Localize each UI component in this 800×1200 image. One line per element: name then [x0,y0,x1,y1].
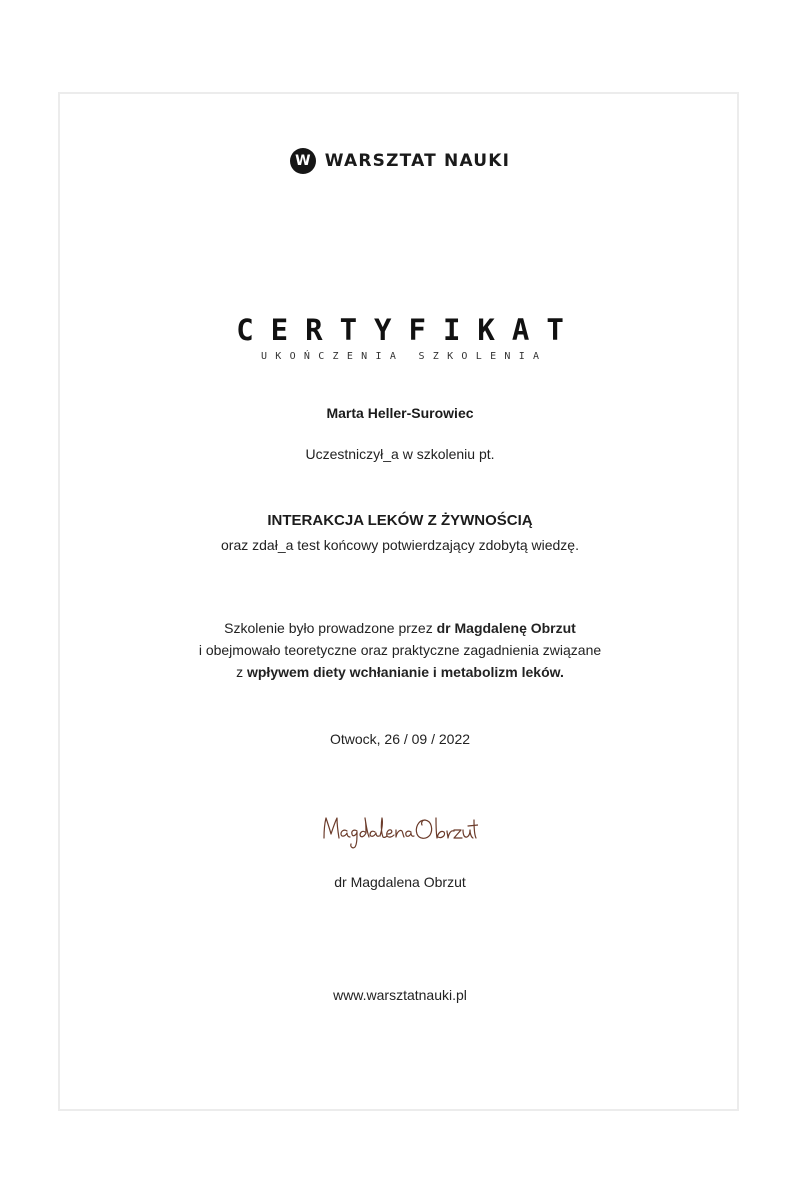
scope-topic-line [0,664,800,680]
certificate-frame [58,92,739,1111]
signatory-name: dr Magdalena Obrzut [334,874,466,890]
signature-image [318,812,478,852]
course-title: INTERAKCJA LEKÓW Z ŻYWNOŚCIĄ [267,512,533,529]
certificate-title: CERTYFIKAT [236,313,581,347]
conducted-by: dr Magdalenę Obrzut [436,620,576,636]
logo-w-icon: W [290,148,316,174]
test-text: oraz zdał_a test końcowy potwierdzający zdobytą wiedzę. [221,537,579,553]
scope-line: i obejmowało teoretyczne oraz praktyczne zagadnienia związane [198,642,602,658]
conducted-line [0,620,800,636]
website-link[interactable]: www.warsztatnauki.pl [333,987,467,1003]
scope-prefix: z [236,664,247,680]
logo-text: WARSZTAT NAUKI [324,151,511,171]
brand-logo [0,148,800,174]
participant-name: Marta Heller-Surowiec [326,405,474,421]
participation-text: Uczestniczył_a w szkoleniu pt. [305,446,495,462]
place-date: Otwock, 26 / 09 / 2022 [329,731,471,747]
certificate-subtitle: UKOŃCZENIA SZKOLENIA [260,351,548,362]
conducted-prefix: Szkolenie było prowadzone przez [224,620,437,636]
scope-topic: wpływem diety wchłanianie i metabolizm leków. [246,664,564,680]
